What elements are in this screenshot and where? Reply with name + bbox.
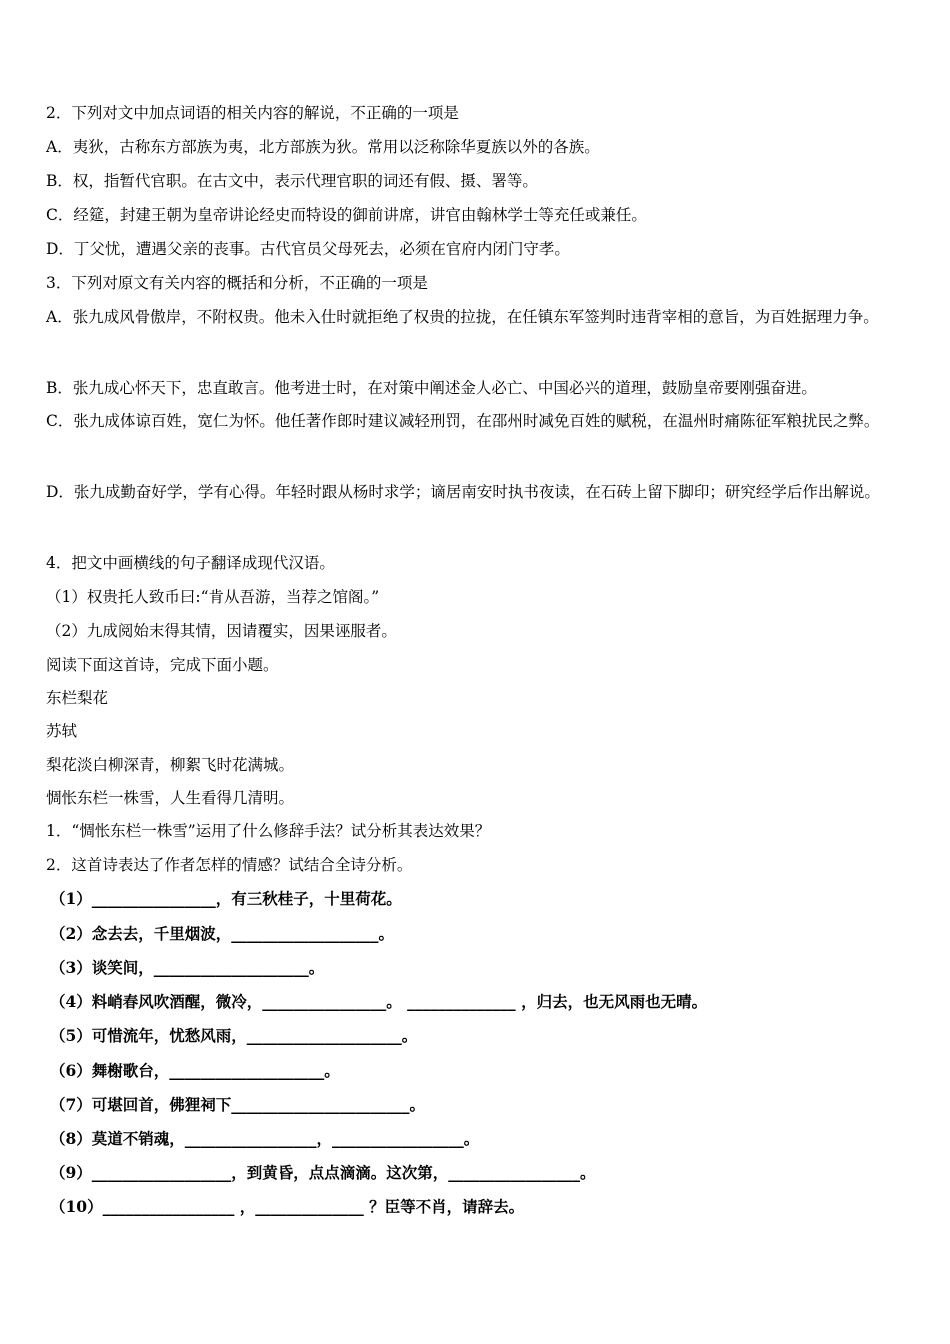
poem-line-1: 梨花淡白柳深青，柳絮飞时花满城。 <box>46 756 295 774</box>
question-2-option-c: C．经筵，封建王朝为皇帝讲论经史而特设的御前讲席，讲官由翰林学士等充任或兼任。 <box>46 206 647 224</box>
question-3-option-b: B．张九成心怀天下，忠直敢言。他考进士时，在对策中阐述金人必亡、中国必兴的道理，鼓励皇帝要刚强奋进。 <box>46 379 817 397</box>
poem-question-2: 2．这首诗表达了作者怎样的情感？试结合全诗分析。 <box>46 856 413 874</box>
question-2-option-a: A．夷狄，古称东方部族为夷，北方部族为狄。常用以泛称除华夏族以外的各族。 <box>46 138 600 156</box>
fill-blank-7: （7）可堪回首，佛狸祠下_______________________。 <box>50 1095 426 1114</box>
question-3-stem: 3．下列对原文有关内容的概括和分析，不正确的一项是 <box>46 274 428 292</box>
question-4-stem: 4．把文中画横线的句子翻译成现代汉语。 <box>46 554 335 572</box>
fill-blank-2: （2）念去去，千里烟波，___________________。 <box>50 924 395 943</box>
poem-question-1: 1．“惆怅东栏一株雪”运用了什么修辞手法？试分析其表达效果？ <box>46 822 491 840</box>
fill-blank-1: （1）________________，有三秋桂子，十里荷花。 <box>50 889 402 908</box>
question-3-option-a: A．张九成风骨傲岸，不附权贵。他未入仕时就拒绝了权贵的拉拢，在任镇东军签判时违背宰相的意旨，为百姓据理力争。 <box>46 308 879 326</box>
question-4-item-2: （2）九成阅始末得其情，因请覆实，因果诬服者。 <box>46 622 397 640</box>
question-4-item-1: （1）权贵托人致币曰:“肯从吾游，当荐之馆阁。” <box>46 588 380 606</box>
poem-line-2: 惆怅东栏一株雪，人生看得几清明。 <box>46 789 295 807</box>
fill-blank-10: （10）_________________ ，______________ ？臣等不肖，请辞去。 <box>50 1197 525 1216</box>
poem-intro: 阅读下面这首诗，完成下面小题。 <box>46 656 279 674</box>
question-3-option-d: D．张九成勤奋好学，学有心得。年轻时跟从杨时求学；谪居南安时执书夜读，在石砖上留下脚印；研究经学后作出解说。 <box>46 483 880 501</box>
question-2-option-b: B．权，指暂代官职。在古文中，表示代理官职的词还有假、摄、署等。 <box>46 172 538 190</box>
fill-blank-3: （3）谈笑间，____________________。 <box>50 958 325 977</box>
question-2-option-d: D．丁父忧，遭遇父亲的丧事。古代官员父母死去，必须在官府内闭门守孝。 <box>46 240 570 258</box>
fill-blank-6: （6）舞榭歌台，____________________。 <box>50 1061 340 1080</box>
fill-blank-5: （5）可惜流年，忧愁风雨，____________________。 <box>50 1026 418 1045</box>
question-2-stem: 2．下列对文中加点词语的相关内容的解说，不正确的一项是 <box>46 104 459 122</box>
fill-blank-9: （9）__________________，到黄昏，点点滴滴。这次第，_________________。 <box>50 1163 596 1182</box>
fill-blank-8: （8）莫道不销魂，_________________，_________________。 <box>50 1129 480 1148</box>
fill-blank-4: （4）料峭春风吹酒醒，微冷，________________。 ______________ ，归去，也无风雨也无晴。 <box>50 992 708 1011</box>
poem-title: 东栏梨花 <box>46 689 109 707</box>
question-3-option-c: C．张九成体谅百姓，宽仁为怀。他任著作郎时建议减轻刑罚，在邵州时减免百姓的赋税，在温州时痛陈征军粮扰民之弊。 <box>46 412 880 430</box>
poem-author: 苏轼 <box>46 722 78 740</box>
